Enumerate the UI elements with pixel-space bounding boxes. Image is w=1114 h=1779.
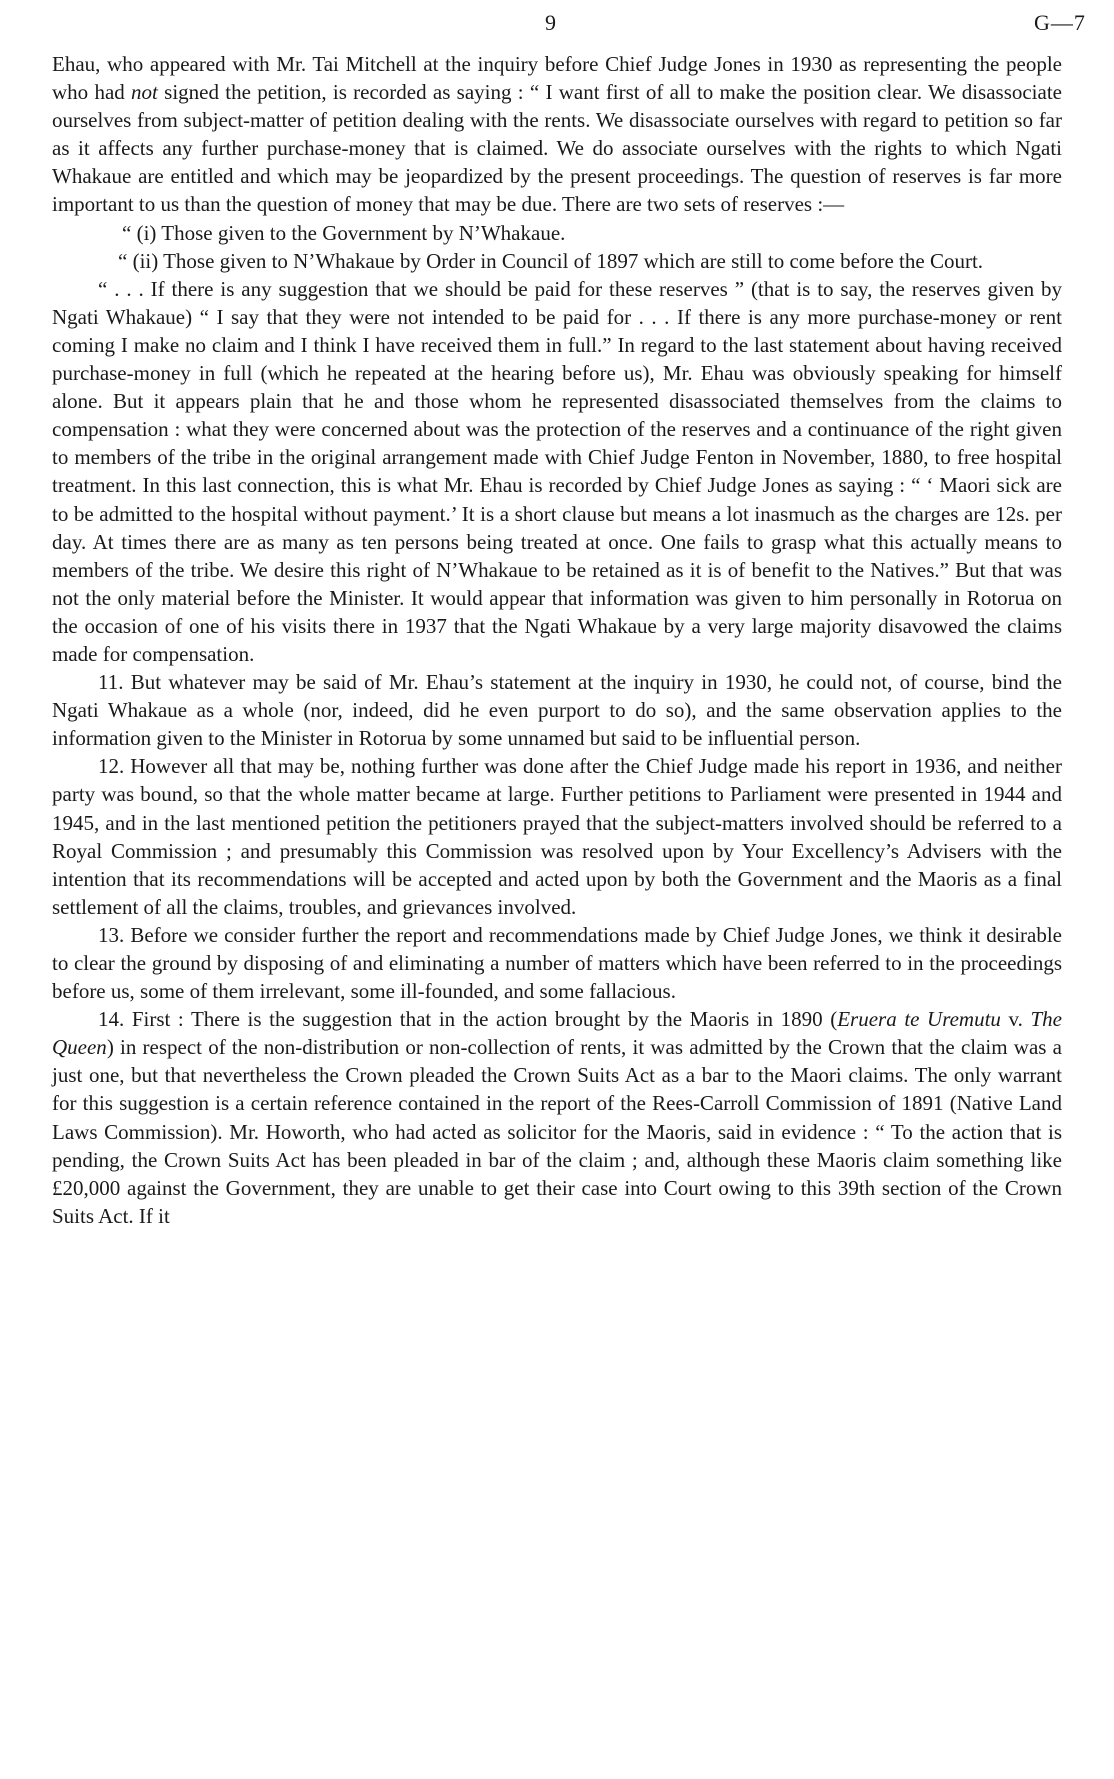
quote-continuation: “ . . . If there is any suggestion that we should be paid for these reserves ” (that is to say, the reserves given by Ngati Whakaue) “ I say that they were not intended to be paid for . . . If there is any more purchase-money or rent coming I make no claim and I think I have received them in full.” In regard to the last statement about having received purchase-money in full (which he repeated at the hearing before us), Mr. Ehau was obviously speaking for himself alone. But it appears plain that he and those whom he represented disassociated themselves from the claims to compensation : what they were concerned about was the protection of the reserves and a continuance of the right given to members of the tribe in the original arrangement made with Chief Judge Fenton in November, 1880, to free hospital treatment. In this last connection, this is what Mr. Ehau is recorded by Chief Judge Jones as saying : “ ‘ Maori sick are to be admitted to the hospital without payment.’ It is a short clause but means a lot inasmuch as the charges are 12s. per day. At times there are as many as ten persons being treated at once. One fails to grasp what this actually means to members of the tribe. We desire this right of N’Whakaue to be retained as it is of benefit to the Natives.” But that was not the only material before the Minister. It would appear that information was given to him personally in Rotorua on the occasion of one of his visits there in 1937 that the Ngati Whakaue by a very large majority disavowed the claims made for compensation. xyxy=(52,276,1062,666)
p14-versus: v. xyxy=(1000,1007,1031,1032)
p14-text-a: 14. First : There is the suggestion that in the action brought by the Maoris in 1890 ( xyxy=(98,1007,838,1032)
paragraph-14 xyxy=(52,1005,1062,1230)
paragraph-11: 11. But whatever may be said of Mr. Ehau’s statement at the inquiry in 1930, he could not, of course, bind the Ngati Whakaue as a whole (nor, indeed, did he even purport to do so), and the same observation applies to the information given to the Minister in Rotorua by some unnamed but said to be influential person. xyxy=(52,670,1062,751)
document-code: G—7 xyxy=(1034,10,1086,35)
paragraph-13: 13. Before we consider further the report and recommendations made by Chief Judge Jones, we think it desirable to clear the ground by disposing of and eliminating a number of matters which have been referred to in the proceedings before us, some of them irrelevant, some ill-founded, and some fallacious. xyxy=(52,922,1062,1004)
document-body xyxy=(52,50,1062,1230)
intro-text-a: Ehau, who appeared with Mr. Tai Mitchell at the inquiry before Chief Judge Jones in 1930 as representing the people who had xyxy=(52,52,1062,105)
quote-item-1: “ (i) Those given to the Government by N’Whakaue. xyxy=(122,220,566,245)
intro-emphasis: not xyxy=(131,80,158,105)
page-number: 9 xyxy=(545,10,556,35)
p14-text-b: ) in respect of the non-distribution or non-collection of rents, it was admitted by the Crown that the claim was a just one, but that nevertheless the Crown pleaded the Crown Suits Act as a bar to the Maori claims. The only warrant for this suggestion is a certain reference contained in the report of the Rees-Carroll Commission of 1891 (Native Land Laws Commission). Mr. Howorth, who had acted as solicitor for the Maoris, said in evidence : “ To the action that is pending, the Crown Suits Act has been pleaded in bar of the claim ; and, although these Maoris claim something like £20,000 against the Government, they are unable to get their case into Court owing to this 39th section of the Crown Suits Act. If it xyxy=(52,1035,1062,1228)
paragraph-12: 12. However all that may be, nothing further was done after the Chief Judge made his report in 1936, and neither party was bound, so that the whole matter became at large. Further petitions to Parliament were presented in 1944 and 1945, and in the last mentioned petition the petitioners prayed that the subject-matters involved should be referred to a Royal Commission ; and presumably this Commission was resolved upon by Your Excellency’s Advisers with the intention that its recommendations will be accepted and acted upon by both the Government and the Maoris as a final settlement of all the claims, troubles, and grievances involved. xyxy=(52,754,1062,919)
intro-text-b: signed the petition, is recorded as saying : “ I want first of all to make the position clear. We disassociate ourselves from subject-matter of petition dealing with the rents. We disassociate ourselves with regard to petition so far as it affects any further purchase-money that is claimed. We do associate ourselves with the rights to which Ngati Whakaue are entitled and which may be jeopardized by the present proceedings. The question of reserves is far more important to us than the question of money that may be due. There are two sets of reserves :— xyxy=(52,80,1062,217)
case-name-2: The Queen xyxy=(52,1007,1062,1060)
case-name-1: Eruera te Uremutu xyxy=(837,1007,1001,1032)
quote-item-2: “ (ii) Those given to N’Whakaue by Order in Council of 1897 which are still to come before the Court. xyxy=(118,248,984,273)
paragraph-intro xyxy=(52,50,1062,219)
